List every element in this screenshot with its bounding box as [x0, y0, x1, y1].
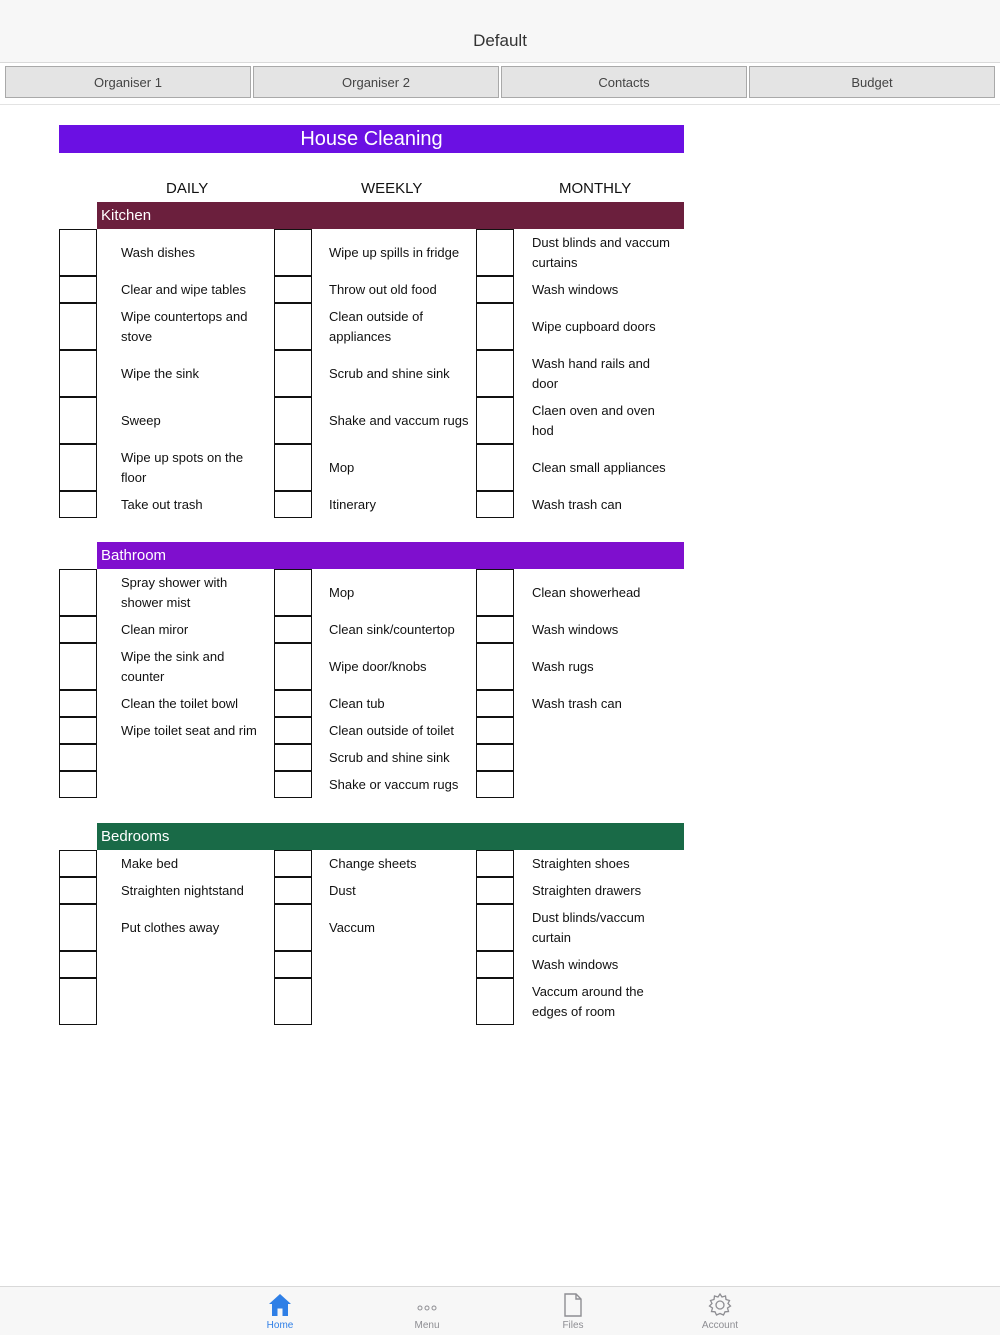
tab-organiser-1[interactable]: Organiser 1	[5, 66, 251, 98]
weekly-task-label: Clean outside of appliances	[329, 308, 423, 344]
table-row	[59, 850, 684, 877]
monthly-task-label: Wash hand rails and door	[532, 355, 651, 391]
daily-task-label: Spray shower with shower mist	[121, 574, 228, 610]
daily-checkbox[interactable]	[59, 350, 97, 397]
weekly-checkbox[interactable]	[274, 303, 312, 350]
weekly-task-label: Wipe up spills in fridge	[329, 244, 460, 260]
nav-menu[interactable]	[387, 1287, 467, 1335]
nav-account-label: Account	[701, 1320, 739, 1331]
weekly-checkbox[interactable]	[274, 951, 312, 978]
monthly-checkbox[interactable]	[476, 303, 514, 350]
weekly-task-label: Shake and vaccum rugs	[329, 412, 469, 428]
daily-checkbox[interactable]	[59, 303, 97, 350]
monthly-task-label: Wash windows	[532, 956, 619, 972]
tab-organiser-2[interactable]: Organiser 2	[253, 66, 499, 98]
monthly-task-label: Wash windows	[532, 621, 619, 637]
weekly-checkbox[interactable]	[274, 643, 312, 690]
file-icon	[560, 1292, 586, 1318]
page-title: Default	[473, 31, 527, 50]
table-row	[59, 616, 684, 643]
daily-task-label: Wipe toilet seat and rim	[121, 722, 257, 738]
table-row	[59, 904, 684, 951]
nav-home[interactable]	[240, 1287, 320, 1335]
daily-checkbox[interactable]	[59, 877, 97, 904]
monthly-checkbox[interactable]	[476, 276, 514, 303]
monthly-task-label: Dust blinds/vaccum curtain	[532, 909, 645, 945]
monthly-checkbox[interactable]	[476, 397, 514, 444]
weekly-checkbox[interactable]	[274, 978, 312, 1025]
daily-checkbox[interactable]	[59, 717, 97, 744]
daily-task-label: Straighten nightstand	[121, 882, 244, 898]
monthly-checkbox[interactable]	[476, 569, 514, 616]
weekly-checkbox[interactable]	[274, 877, 312, 904]
daily-checkbox[interactable]	[59, 904, 97, 951]
monthly-checkbox[interactable]	[476, 690, 514, 717]
weekly-task-label: Dust	[329, 882, 356, 898]
monthly-task-label: Dust blinds and vaccum curtains	[532, 234, 671, 270]
weekly-task-label: Change sheets	[329, 855, 417, 871]
daily-task-label: Wipe the sink	[121, 365, 200, 381]
tab-budget[interactable]: Budget	[749, 66, 995, 98]
column-header-weekly: WEEKLY	[361, 180, 423, 197]
monthly-checkbox[interactable]	[476, 850, 514, 877]
daily-checkbox[interactable]	[59, 229, 97, 276]
weekly-checkbox[interactable]	[274, 350, 312, 397]
daily-checkbox[interactable]	[59, 643, 97, 690]
weekly-checkbox[interactable]	[274, 771, 312, 798]
daily-task-label: Wipe up spots on the floor	[121, 449, 244, 485]
table-row	[59, 744, 684, 771]
monthly-checkbox[interactable]	[476, 877, 514, 904]
weekly-task-label	[329, 951, 479, 978]
daily-task-label: Take out trash	[121, 496, 203, 512]
monthly-task-label: Straighten drawers	[532, 882, 642, 898]
monthly-checkbox[interactable]	[476, 444, 514, 491]
weekly-task-label: Shake or vaccum rugs	[329, 776, 459, 792]
monthly-checkbox[interactable]	[476, 951, 514, 978]
monthly-task-label: Clean small appliances	[532, 459, 666, 475]
daily-checkbox[interactable]	[59, 771, 97, 798]
weekly-checkbox[interactable]	[274, 491, 312, 518]
weekly-checkbox[interactable]	[274, 229, 312, 276]
daily-task-label	[121, 744, 271, 771]
daily-task-label: Wipe the sink and counter	[121, 648, 225, 684]
weekly-task-label	[329, 978, 479, 1025]
weekly-task-label: Vaccum	[329, 919, 375, 935]
tab-contacts[interactable]: Contacts	[501, 66, 747, 98]
weekly-task-label: Clean tub	[329, 695, 385, 711]
table-row	[59, 690, 684, 717]
monthly-task-label: Wash rugs	[532, 658, 594, 674]
section-bedrooms	[59, 850, 684, 1025]
monthly-checkbox[interactable]	[476, 616, 514, 643]
column-header-monthly: MONTHLY	[559, 180, 632, 197]
weekly-task-label: Scrub and shine sink	[329, 749, 450, 765]
table-row	[59, 643, 684, 690]
weekly-task-label: Clean outside of toilet	[329, 722, 455, 738]
daily-checkbox[interactable]	[59, 397, 97, 444]
weekly-checkbox[interactable]	[274, 904, 312, 951]
monthly-task-label	[532, 717, 672, 744]
daily-checkbox[interactable]	[59, 616, 97, 643]
daily-task-label	[121, 951, 271, 978]
table-row	[59, 229, 684, 276]
table-row	[59, 569, 684, 616]
section-header-bathroom: Bathroom	[97, 542, 684, 569]
weekly-checkbox[interactable]	[274, 616, 312, 643]
daily-checkbox[interactable]	[59, 276, 97, 303]
daily-task-label: Clean miror	[121, 621, 189, 637]
weekly-checkbox[interactable]	[274, 717, 312, 744]
weekly-checkbox[interactable]	[274, 444, 312, 491]
top-navigation-bar	[0, 0, 1000, 63]
weekly-task-label: Wipe door/knobs	[329, 658, 427, 674]
monthly-task-label: Wipe cupboard doors	[532, 318, 656, 334]
table-row	[59, 491, 684, 518]
monthly-task-label: Wash windows	[532, 281, 619, 297]
table-row	[59, 444, 684, 491]
daily-checkbox[interactable]	[59, 850, 97, 877]
weekly-checkbox[interactable]	[274, 690, 312, 717]
monthly-checkbox[interactable]	[476, 717, 514, 744]
daily-checkbox[interactable]	[59, 491, 97, 518]
weekly-task-label: Itinerary	[329, 496, 376, 512]
table-row	[59, 350, 684, 397]
table-row	[59, 276, 684, 303]
section-kitchen	[59, 229, 684, 518]
monthly-task-label: Vaccum around the edges of room	[532, 983, 644, 1019]
home-icon	[267, 1292, 293, 1318]
table-row	[59, 978, 684, 1025]
weekly-checkbox[interactable]	[274, 569, 312, 616]
monthly-checkbox[interactable]	[476, 229, 514, 276]
nav-home-label: Home	[266, 1320, 294, 1331]
tab-bar	[5, 66, 995, 100]
nav-menu-label: Menu	[414, 1320, 440, 1331]
daily-checkbox[interactable]	[59, 444, 97, 491]
table-row	[59, 877, 684, 904]
daily-task-label: Wash dishes	[121, 244, 195, 260]
weekly-checkbox[interactable]	[274, 397, 312, 444]
table-row	[59, 303, 684, 350]
monthly-checkbox[interactable]	[476, 904, 514, 951]
nav-account[interactable]	[680, 1287, 760, 1335]
daily-task-label	[121, 978, 271, 1025]
weekly-task-label: Mop	[329, 459, 355, 475]
nav-files[interactable]	[533, 1287, 613, 1335]
table-row	[59, 397, 684, 444]
daily-task-label: Make bed	[121, 855, 179, 871]
bottom-tab-bar	[0, 1286, 1000, 1335]
monthly-task-label	[532, 771, 672, 798]
monthly-checkbox[interactable]	[476, 643, 514, 690]
monthly-task-label: Wash trash can	[532, 496, 622, 512]
column-header-daily: DAILY	[166, 180, 209, 197]
daily-task-label: Clean the toilet bowl	[121, 695, 239, 711]
section-header-bedrooms: Bedrooms	[97, 823, 684, 850]
tab-divider	[0, 104, 1000, 105]
daily-task-label: Sweep	[121, 412, 161, 428]
daily-checkbox[interactable]	[59, 951, 97, 978]
table-row	[59, 951, 684, 978]
weekly-checkbox[interactable]	[274, 276, 312, 303]
monthly-task-label: Wash trash can	[532, 695, 622, 711]
daily-checkbox[interactable]	[59, 690, 97, 717]
monthly-task-label: Clean showerhead	[532, 584, 641, 600]
weekly-task-label: Clean sink/countertop	[329, 621, 455, 637]
daily-task-label: Put clothes away	[121, 919, 220, 935]
daily-task-label	[121, 771, 271, 798]
monthly-checkbox[interactable]	[476, 744, 514, 771]
weekly-task-label: Scrub and shine sink	[329, 365, 450, 381]
section-header-kitchen: Kitchen	[97, 202, 684, 229]
daily-checkbox[interactable]	[59, 978, 97, 1025]
nav-files-label: Files	[562, 1320, 584, 1331]
monthly-task-label	[532, 744, 672, 771]
sheet-title: House Cleaning	[59, 125, 684, 153]
monthly-checkbox[interactable]	[476, 491, 514, 518]
daily-checkbox[interactable]	[59, 744, 97, 771]
weekly-checkbox[interactable]	[274, 744, 312, 771]
monthly-task-label: Straighten shoes	[532, 855, 630, 871]
daily-checkbox[interactable]	[59, 569, 97, 616]
weekly-checkbox[interactable]	[274, 850, 312, 877]
more-dots-icon	[414, 1292, 440, 1318]
monthly-task-label: Claen oven and oven hod	[532, 402, 655, 438]
weekly-task-label: Mop	[329, 584, 355, 600]
monthly-checkbox[interactable]	[476, 350, 514, 397]
daily-task-label: Clear and wipe tables	[121, 281, 247, 297]
gear-icon	[707, 1292, 733, 1318]
table-row	[59, 771, 684, 798]
daily-task-label: Wipe countertops and stove	[121, 308, 248, 344]
monthly-checkbox[interactable]	[476, 978, 514, 1025]
section-bathroom	[59, 569, 684, 798]
monthly-checkbox[interactable]	[476, 771, 514, 798]
weekly-task-label: Throw out old food	[329, 281, 437, 297]
table-row	[59, 717, 684, 744]
